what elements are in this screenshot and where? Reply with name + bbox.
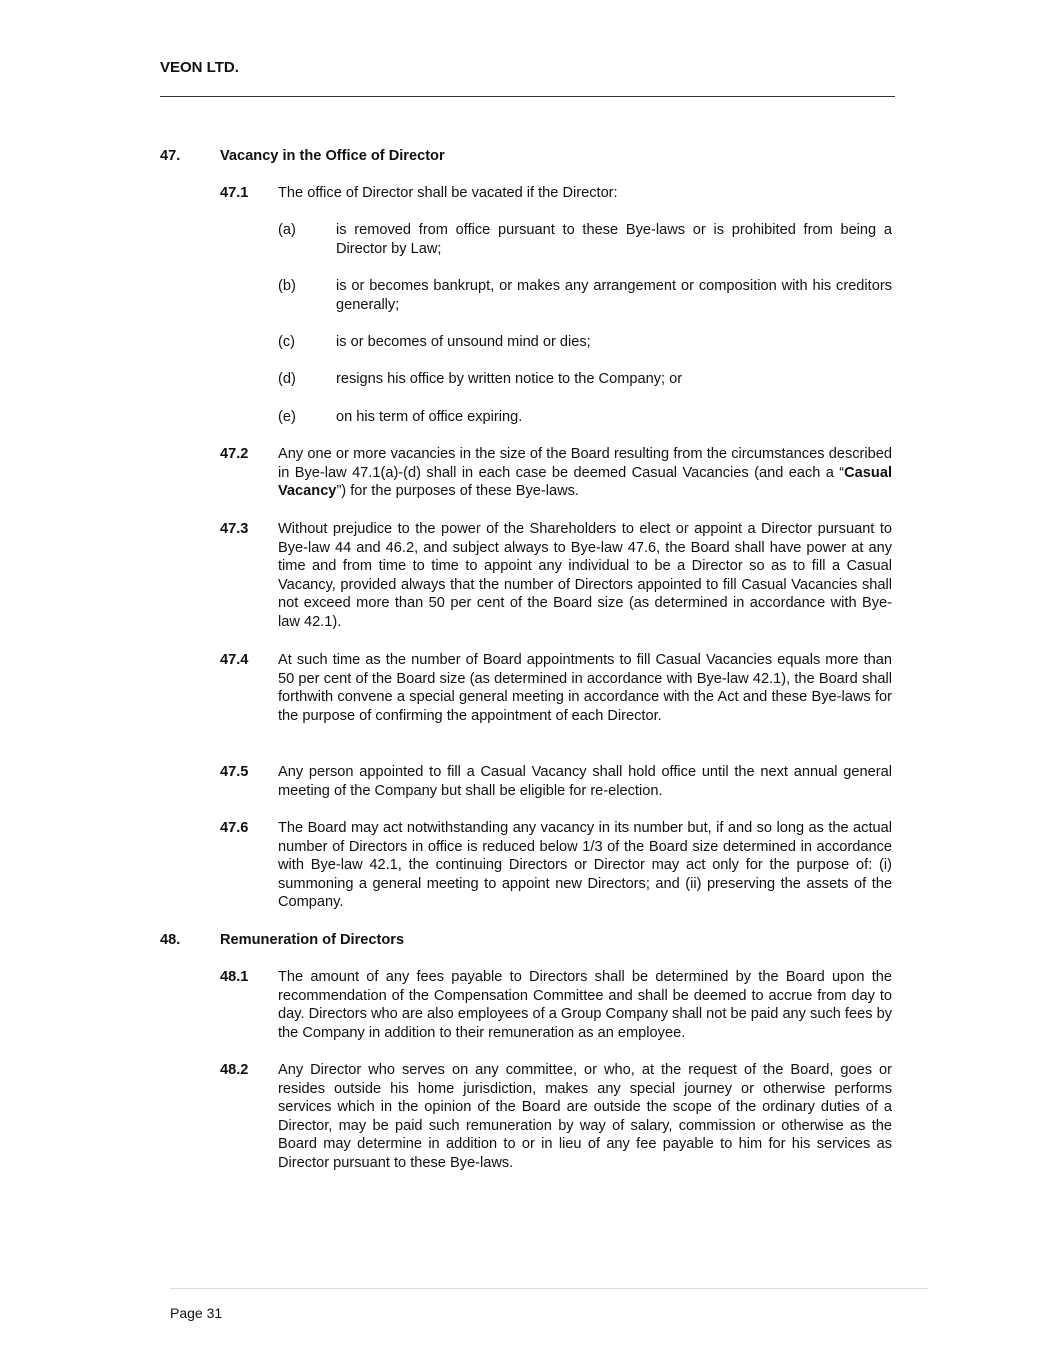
clause-47-1-text: The office of Director shall be vacated if the Director:: [278, 185, 618, 201]
clause-47-4-text: At such time as the number of Board appointments to fill Casual Vacancies equals more than 50 per cent of the Board size (as determined in accordance with Bye-law 42.1), the Board shall forthwith convene a special general meeting in accordance with the Act and these Bye-laws for the purpose of confirming the appointment of each Director.: [278, 652, 892, 724]
document-header-title: VEON LTD.: [160, 59, 239, 76]
clause-47-1-number: 47.1: [220, 185, 249, 201]
item-c-text: is or becomes of unsound mind or dies;: [336, 334, 591, 350]
page-number: Page 31: [170, 1305, 223, 1321]
clause-47-3-text: Without prejudice to the power of the Shareholders to elect or appoint a Director pursuant to Bye-law 44 and 46.2, and subject always to Bye-law 47.6, the Board shall have power at any time and from time to time to appoint any individual to be a Director so as to fill a Casual Vacancy, provided always that the number of Directors appointed to fill Casual Vacancies shall not exceed more than 50 per cent of the Board size (as determined in accordance with Bye-law 42.1).: [278, 521, 892, 630]
item-d-text: resigns his office by written notice to the Company; or: [336, 371, 683, 387]
clause-47-2-text: [278, 445, 892, 501]
item-e-label: (e): [278, 409, 296, 425]
section-47-title: Vacancy in the Office of Director: [220, 148, 445, 164]
defined-term-casual-vacancy: Casual Vacancy: [278, 464, 892, 500]
clause-47-5-number: 47.5: [220, 764, 249, 780]
section-48-number: 48.: [160, 932, 181, 948]
clause-47-6-number: 47.6: [220, 820, 249, 836]
section-48-title: Remuneration of Directors: [220, 932, 405, 948]
item-a-text: is removed from office pursuant to these Bye-laws or is prohibited from being a Director by Law;: [336, 222, 892, 257]
item-b-text: is or becomes bankrupt, or makes any arrangement or composition with his creditors generally;: [336, 278, 892, 313]
item-d-label: (d): [278, 371, 296, 387]
footer-divider: [170, 1288, 928, 1289]
clause-47-2-text-a: Any one or more vacancies in the size of the Board resulting from the circumstances described in Bye-law 47.1(a)-(d) shall in each case be deemed Casual Vacancies (and each a “: [278, 446, 892, 481]
clause-47-5-text: Any person appointed to fill a Casual Vacancy shall hold office until the next annual general meeting of the Company but shall be eligible for re-election.: [278, 764, 892, 799]
clause-48-2-number: 48.2: [220, 1062, 249, 1078]
item-c-label: (c): [278, 334, 296, 350]
clause-47-4-number: 47.4: [220, 652, 249, 668]
clause-48-1-number: 48.1: [220, 969, 249, 985]
clause-47-6-text: The Board may act notwithstanding any vacancy in its number but, if and so long as the actual number of Directors in office is reduced below 1/3 of the Board size determined in accordance with Bye-law 42.1, the continuing Directors or Director may act only for the purpose of: (i) summoning a general meeting to appoint new Directors; and (ii) preserving the assets of the Company.: [278, 820, 892, 911]
clause-47-2-number: 47.2: [220, 446, 249, 462]
clause-47-2-text-b: ”) for the purposes of these Bye-laws.: [336, 483, 579, 500]
item-b-label: (b): [278, 278, 296, 294]
clause-48-2-text: Any Director who serves on any committee, or who, at the request of the Board, goes or resides outside his home jurisdiction, makes any special journey or otherwise performs services which in the opinion of the Board are outside the scope of the ordinary duties of a Director, may be paid such remuneration by way of salary, commission or otherwise as the Board may determine in addition to or in lieu of any fee payable to him for his services as Director pursuant to these Bye-laws.: [278, 1062, 892, 1171]
clause-47-3-number: 47.3: [220, 521, 249, 537]
clause-48-1-text: The amount of any fees payable to Directors shall be determined by the Board upon the recommendation of the Compensation Committee and shall be deemed to accrue from day to day. Directors who are also employees of a Group Company shall not be paid any such fees by the Company in addition to their remuneration as an employee.: [278, 969, 892, 1041]
header-divider: [160, 96, 895, 97]
section-47-number: 47.: [160, 148, 181, 164]
item-a-label: (a): [278, 222, 296, 238]
item-e-text: on his term of office expiring.: [336, 409, 523, 425]
